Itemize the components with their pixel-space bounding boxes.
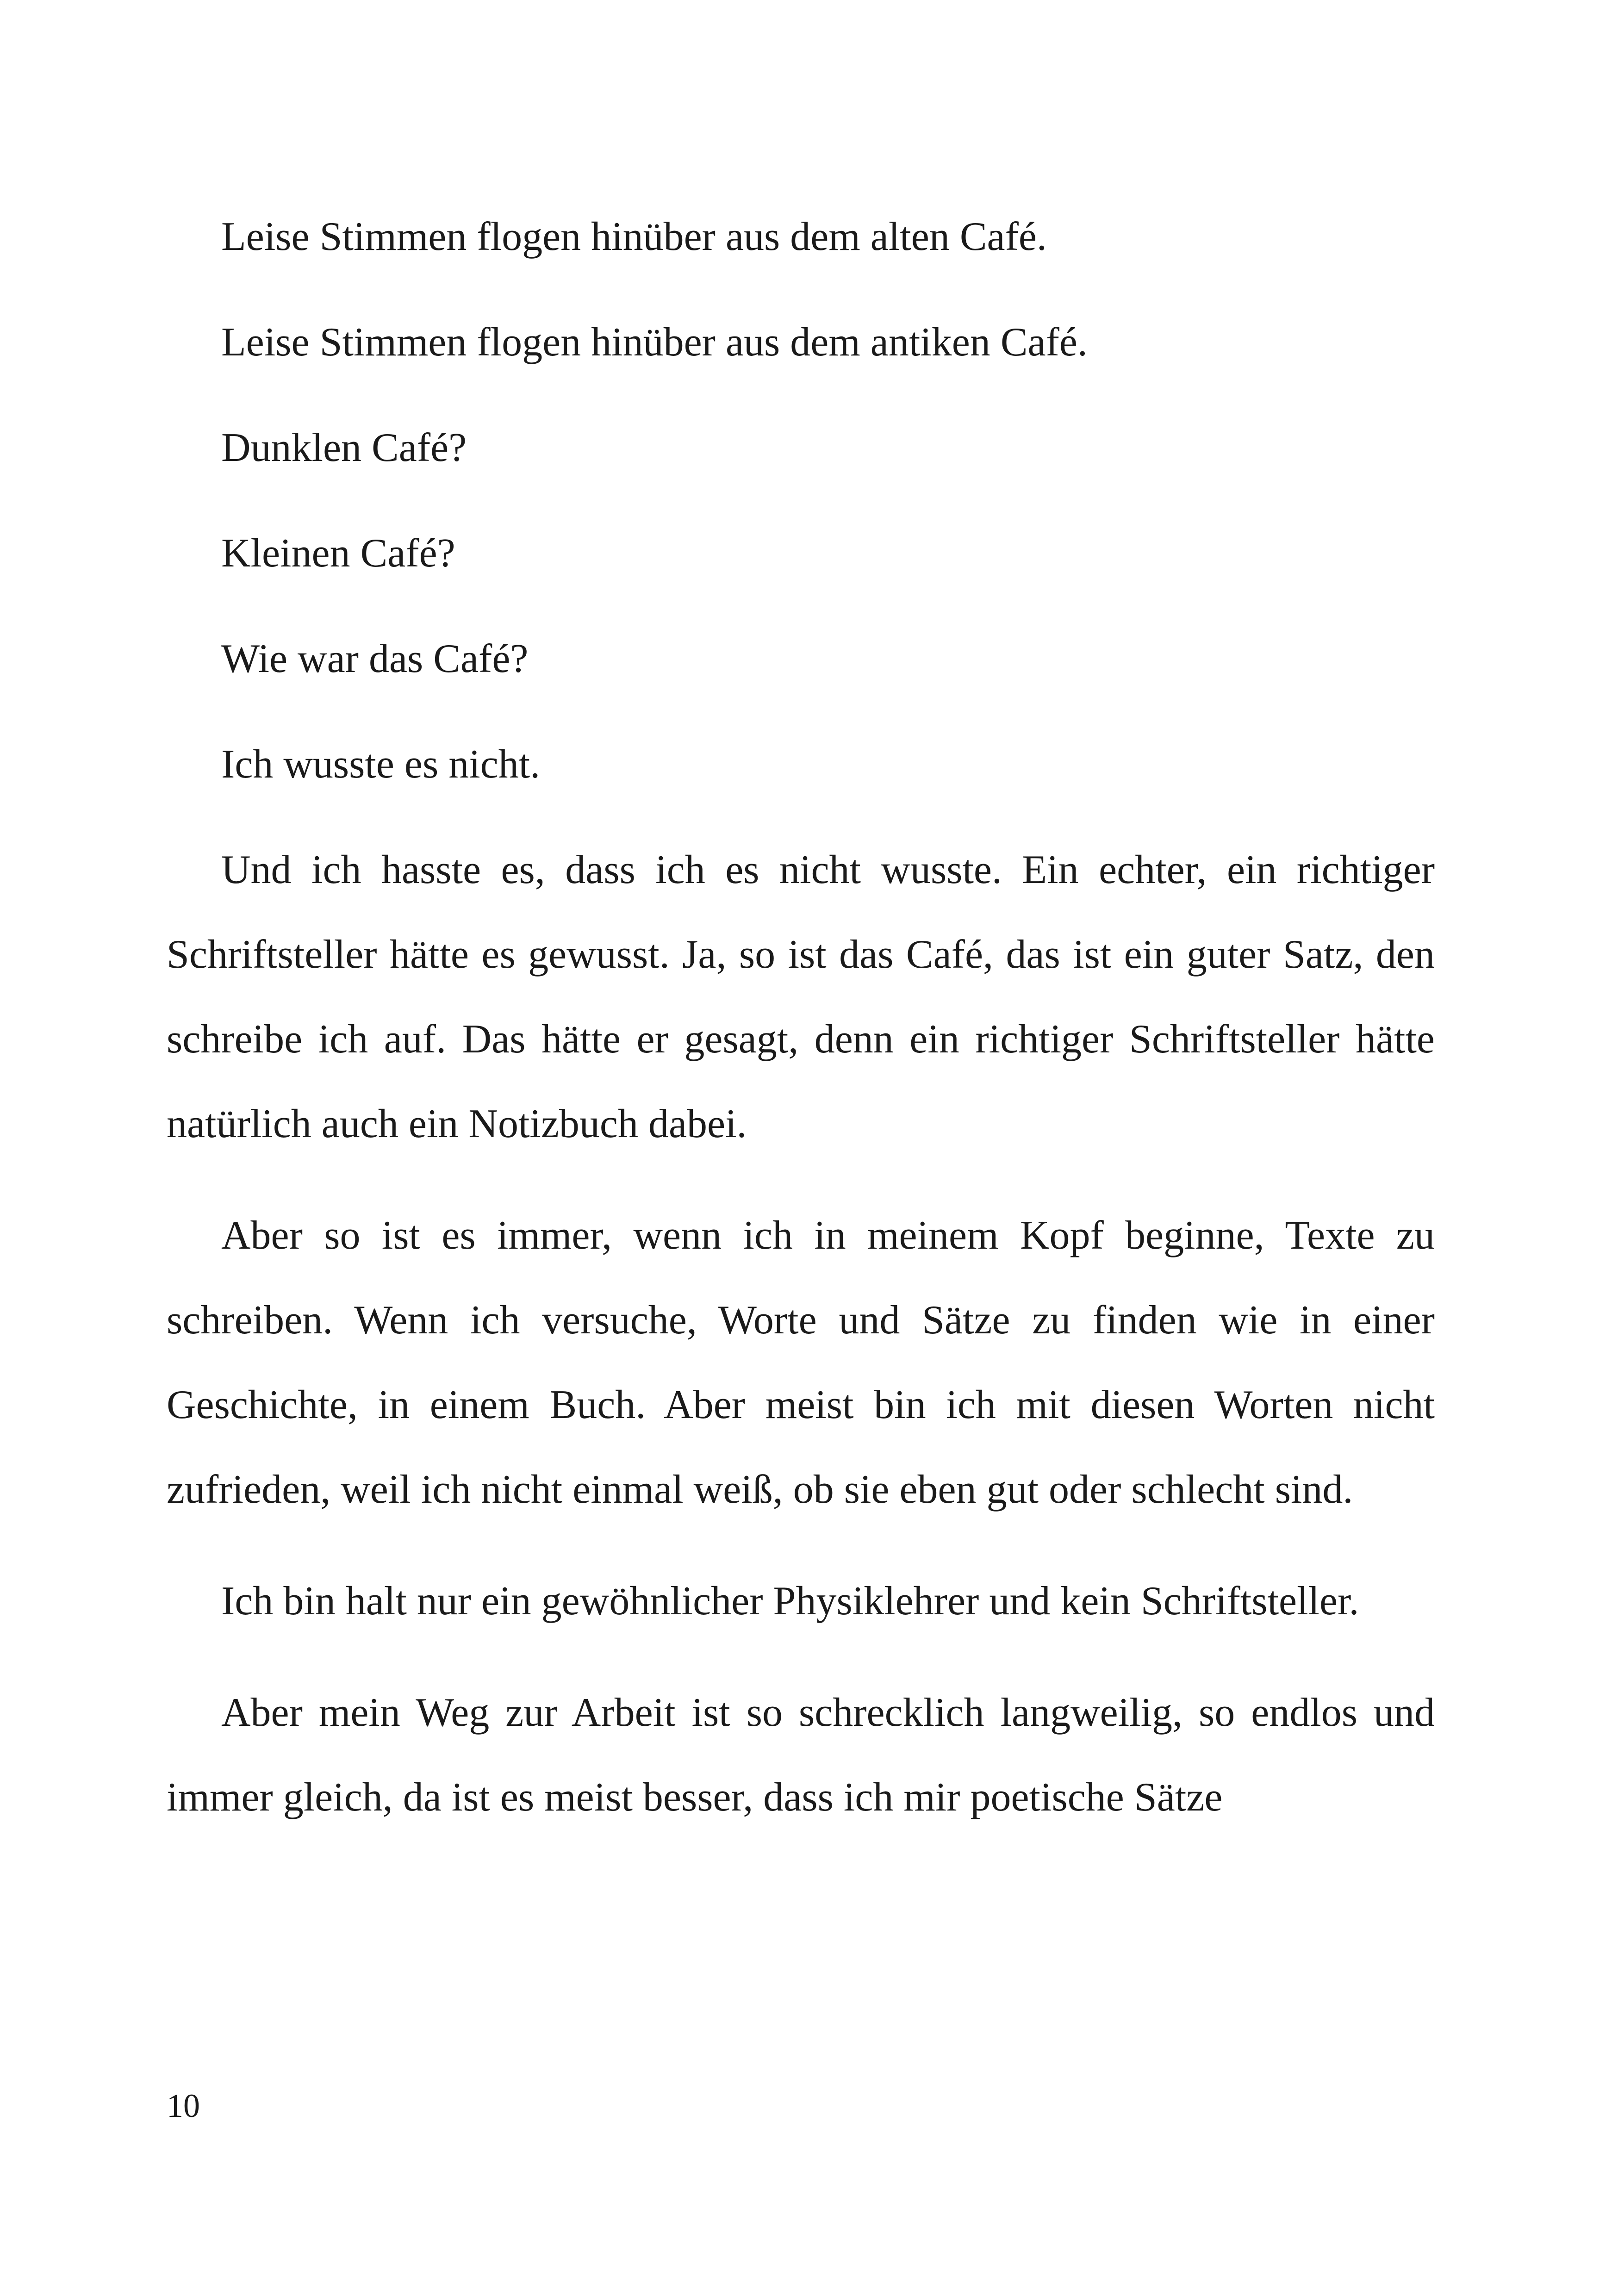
paragraph-8: Aber so ist es immer, wenn ich in meinem Kopf beginne, Texte zu schreiben. Wenn ich versuche, Worte und Sätze zu finden wie in einer Geschichte, in einem Buch. Aber meist bin ich mit diesen Worten nicht zufrieden, weil ich nicht einmal weiß, ob sie eben gut oder schlecht sind.: [167, 1213, 1435, 1512]
paragraph-9: Ich bin halt nur ein gewöhnlicher Physiklehrer und kein Schriftsteller.: [221, 1579, 1359, 1624]
paragraph-4: Kleinen Café?: [221, 531, 455, 576]
book-page: [167, 194, 1435, 1867]
page-number: 10: [167, 2087, 200, 2124]
paragraph-10: Aber mein Weg zur Arbeit ist so schrecklich langweilig, so endlos und immer gleich, da ist es meist besser, dass ich mir poetische Sätze: [167, 1690, 1435, 1820]
paragraph-3: Dunklen Café?: [221, 425, 467, 470]
paragraph-7: Und ich hasste es, dass ich es nicht wusste. Ein echter, ein richtiger Schriftsteller hätte es gewusst. Ja, so ist das Café, das ist ein guter Satz, den schreibe ich auf. Das hätte er gesagt, denn ein richtiger Schriftsteller hätte natürlich auch ein Notizbuch dabei.: [167, 847, 1435, 1146]
paragraph-1: Leise Stimmen flogen hinüber aus dem alten Café.: [221, 214, 1047, 259]
paragraph-6: Ich wusste es nicht.: [221, 742, 541, 787]
paragraph-2: Leise Stimmen flogen hinüber aus dem antiken Café.: [221, 320, 1088, 365]
paragraph-5: Wie war das Café?: [221, 636, 529, 681]
